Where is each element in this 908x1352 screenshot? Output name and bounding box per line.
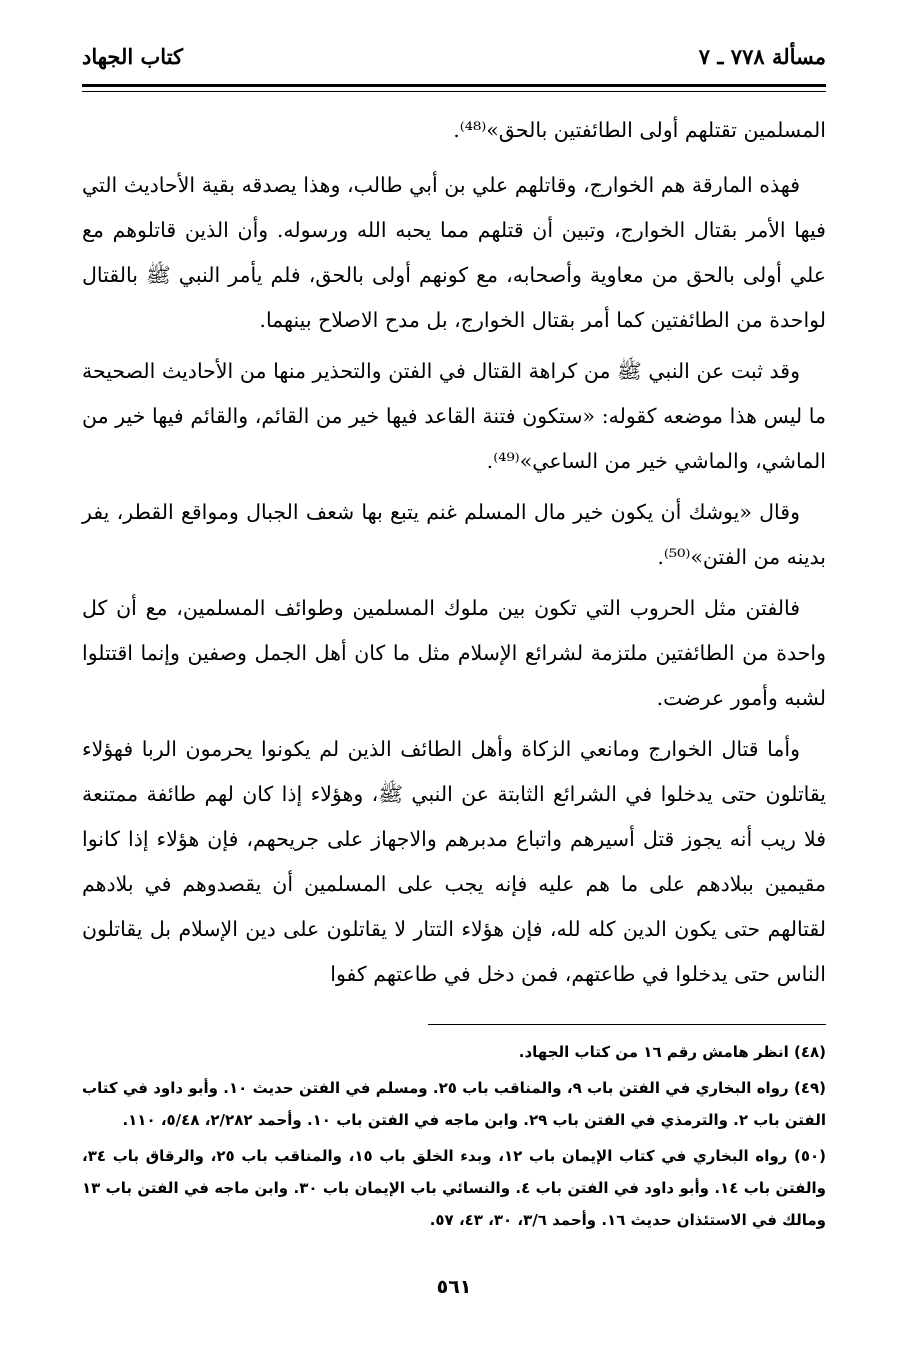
footnotes bbox=[82, 1036, 826, 1240]
footnote: (٤٨) انظر هامش رقم ١٦ من كتاب الجهاد. bbox=[518, 1043, 826, 1061]
issue-number-title: مسألة ٧٧٨ ـ ٧ bbox=[698, 44, 826, 69]
page-number: ٥٦١ bbox=[436, 1276, 472, 1298]
paragraph: فالفتن مثل الحروب التي تكون بين ملوك المسلمين وطوائف المسلمين، مع أن كل واحدة من الطائفتين ملتزمة لشرائع الإسلام مثل ما كان أهل الجمل وصفين وإنما اقتتلوا لشبه وأمور عرضت. bbox=[82, 596, 826, 710]
book-section-title: كتاب الجهاد bbox=[82, 44, 184, 69]
header-rule-thick bbox=[82, 84, 826, 87]
footnote-separator bbox=[428, 1024, 826, 1025]
paragraph: وقال «يوشك أن يكون خير مال المسلم غنم يتبع بها شعف الجبال ومواقع القطر، يفر بدينه من الفتن»⁽⁵⁰⁾. bbox=[82, 500, 826, 569]
footnote: (٤٩) رواه البخاري في الفتن باب ٩، والمناقب باب ٢٥. ومسلم في الفتن حديث ١٠. وأبو داود في كتاب الفتن باب ٢. والترمذي في الفتن باب ٢٩. وابن ماجه في الفتن باب ١٠. وأحمد ٢/٢٨٢، ٥/٤٨، ١١٠. bbox=[82, 1079, 827, 1129]
main-text bbox=[82, 108, 826, 1003]
paragraph: فهذه المارقة هم الخوارج، وقاتلهم علي بن أبي طالب، وهذا يصدقه بقية الأحاديث التي فيها الأمر بقتال الخوارج، وتبين أن قتلهم مما يحبه الله ورسوله. وأن الذين قاتلوهم مع علي أولى بالحق من معاوية وأصحابه، مع كونهم أولى بالحق، فلم يأمر النبي ﷺ بالقتال لواحدة من الطائفتين كما أمر بقتال الخوارج، بل مدح الاصلاح بينهما. bbox=[82, 173, 826, 332]
paragraph: المسلمين تقتلهم أولى الطائفتين بالحق»⁽⁴⁸⁾. bbox=[453, 118, 826, 142]
header-rule-thin bbox=[82, 91, 826, 92]
paragraph: وقد ثبت عن النبي ﷺ من كراهة القتال في الفتن والتحذير منها من الأحاديث الصحيحة ما ليس هذا موضعه كقوله: «ستكون فتنة القاعد فيها خير من القائم، والقائم فيها خير من الماشي، والماشي خير من الساعي»⁽⁴⁹⁾. bbox=[82, 359, 826, 473]
paragraph: وأما قتال الخوارج ومانعي الزكاة وأهل الطائف الذين لم يكونوا يحرمون الربا فهؤلاء يقاتلون حتى يدخلوا في الشرائع الثابتة عن النبي ﷺ، وهؤلاء إذا كان لهم طائفة ممتنعة فلا ريب أنه يجوز قتل أسيرهم واتباع مدبرهم والاجهاز على جريحهم، فإن هؤلاء إذا كانوا مقيمين ببلادهم على ما هم عليه فإنه يجب على المسلمين أن يقصدوهم في بلادهم لقتالهم حتى يكون الدين كله لله، فإن هؤلاء التتار لا يقاتلون على دين الإسلام بل يقاتلون الناس حتى يدخلوا في طاعتهم، فمن دخل في طاعتهم كفوا bbox=[82, 737, 826, 986]
running-header bbox=[82, 44, 826, 78]
footnote: (٥٠) رواه البخاري في كتاب الإيمان باب ١٢، وبدء الخلق باب ١٥، والمناقب باب ٢٥، والرقاق باب ٣٤، والفتن باب ١٤. وأبو داود في الفتن باب ٤. والنسائي باب الإيمان باب ٣٠. وابن ماجه في الفتن باب ١٣ ومالك في الاستئذان حديث ١٦. وأحمد ٣/٦، ٣٠، ٤٣، ٥٧. bbox=[82, 1147, 826, 1229]
